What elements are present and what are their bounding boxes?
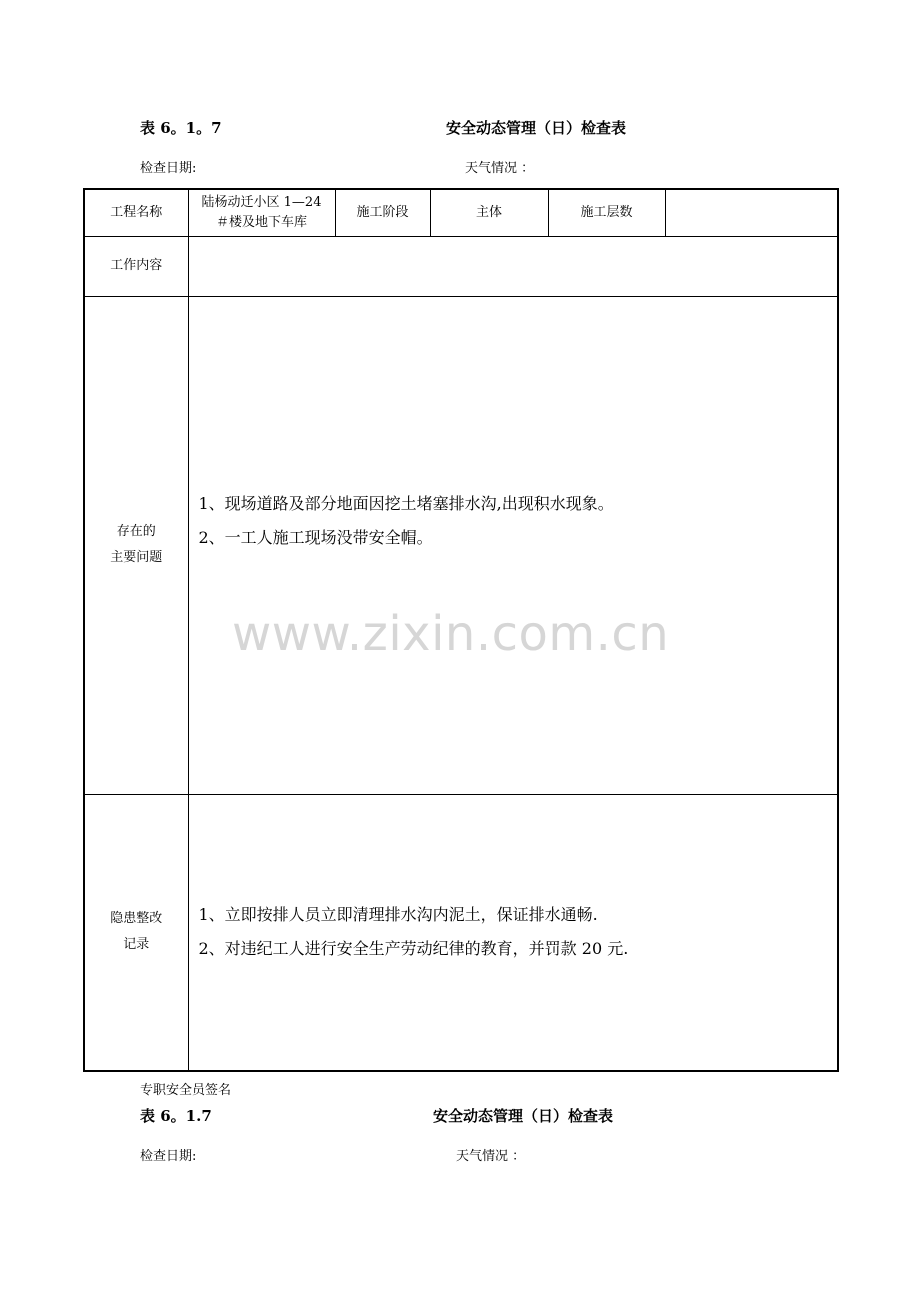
rectification-label (84, 794, 188, 1071)
rectification-item: 2、对违纪工人进行安全生产劳动纪律的教育，并罚款 20 元. (198, 938, 629, 958)
phase-value: 主体 (430, 189, 548, 236)
floors-label: 施工层数 (548, 189, 665, 236)
form-title: 安全动态管理（日）检查表 (446, 119, 627, 137)
watermark-text: www.zixin.com.cn (232, 606, 670, 662)
rectification-content (188, 794, 838, 1071)
project-name-line1: 陆杨动迁小区 1—24 (201, 194, 322, 210)
floors-value (665, 189, 838, 236)
project-info-row (84, 189, 838, 236)
project-name-line2: ＃楼及地下车库 (215, 214, 307, 230)
table-number: 表 6。1。7 (140, 119, 222, 137)
check-date-label: 检查日期: (140, 161, 197, 176)
rectification-item: 1、立即按排人员立即清理排水沟内泥土，保证排水通畅. (198, 904, 598, 924)
main-issues-content (188, 296, 838, 794)
safety-officer-signature-label: 专职安全员签名 (140, 1083, 232, 1098)
check-date-label-2: 检查日期: (140, 1149, 197, 1164)
form-title-2: 安全动态管理（日）检查表 (433, 1107, 614, 1125)
project-name-value (188, 189, 335, 236)
inspection-table (83, 188, 839, 1072)
work-content-label: 工作内容 (84, 236, 188, 296)
work-content-value (188, 236, 838, 296)
issue-item: 2、一工人施工现场没带安全帽。 (198, 528, 433, 547)
issue-item: 1、现场道路及部分地面因挖土堵塞排水沟,出现积水现象。 (198, 494, 614, 513)
weather-label-2: 天气情况 ： (456, 1149, 526, 1164)
main-issues-label-line2: 主要问题 (110, 550, 163, 565)
weather-label: 天气情况 ： (465, 161, 535, 176)
work-content-row (84, 236, 838, 296)
rectification-row (84, 794, 838, 1071)
main-issues-label-line1: 存在的 (116, 524, 156, 539)
main-issues-row (84, 296, 838, 794)
rectification-label-line1: 隐患整改 (110, 911, 163, 927)
phase-label: 施工阶段 (335, 189, 430, 236)
table-number-2: 表 6。1.7 (140, 1107, 212, 1125)
project-name-label: 工程名称 (84, 189, 188, 236)
main-issues-label (84, 296, 188, 794)
rectification-label-line2: 记录 (123, 937, 150, 953)
